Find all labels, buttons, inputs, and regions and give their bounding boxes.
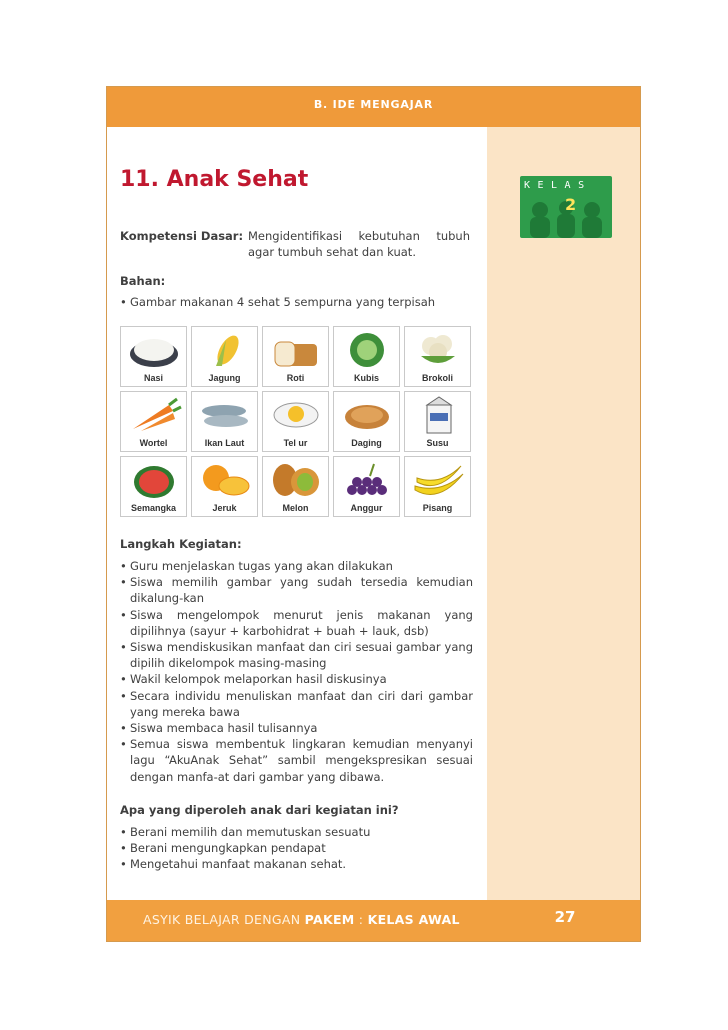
food-label: Anggur: [350, 503, 383, 513]
food-picture-grid: [120, 326, 471, 517]
footer-pakem: PAKEM: [304, 912, 355, 927]
food-card: [333, 326, 400, 387]
banana-icon: [411, 460, 466, 500]
grapes-icon: [340, 460, 395, 500]
list-item: • Mengetahui manfaat makanan sehat.: [120, 856, 473, 872]
melon-icon: [269, 460, 324, 500]
list-item: • Siswa mendiskusikan manfaat dan ciri sesuai gambar yang dipilih dikelompok masing-masing: [120, 639, 473, 671]
food-label: Jeruk: [212, 503, 237, 513]
footer-kelas: KELAS AWAL: [367, 912, 460, 927]
food-label: Brokoli: [421, 373, 453, 383]
rice-icon: [127, 330, 182, 370]
list-item: • Wakil kelompok melaporkan hasil diskusinya: [120, 671, 473, 687]
kelas-number: 2: [565, 195, 577, 214]
food-card: [120, 326, 187, 387]
food-card: [262, 391, 329, 452]
food-label: Melon: [282, 503, 309, 513]
food-label: Ikan Laut: [204, 438, 245, 448]
page-number: 27: [554, 908, 576, 926]
kelas-label: KELAS: [524, 180, 592, 191]
kelas-badge: [520, 176, 612, 238]
food-label: Wortel: [139, 438, 168, 448]
list-item: • Semua siswa membentuk lingkaran kemudian menyanyi lagu “AkuAnak Sehat” sambil mengekspresikan sesuai dengan manfa-at dari gambar yang dibawa.: [120, 736, 473, 785]
list-item: • Siswa memilih gambar yang sudah tersedia kemudian dikalung-kan: [120, 574, 473, 606]
food-label: Susu: [426, 438, 449, 448]
food-card: [191, 326, 258, 387]
hasil-label: Apa yang diperoleh anak dari kegiatan ini?: [120, 803, 399, 817]
food-label: Pisang: [422, 503, 453, 513]
food-card: [191, 456, 258, 517]
watermelon-icon: [127, 460, 182, 500]
egg-icon: [269, 395, 324, 435]
kompetensi-label: Kompetensi Dasar:: [120, 229, 244, 243]
food-label: Jagung: [208, 373, 241, 383]
list-item: • Siswa membaca hasil tulisannya: [120, 720, 473, 736]
list-item: • Guru menjelaskan tugas yang akan dilakukan: [120, 558, 473, 574]
food-card: [333, 391, 400, 452]
cabbage-icon: [340, 330, 395, 370]
corn-icon: [198, 330, 253, 370]
food-label: Nasi: [143, 373, 163, 383]
list-item: • Siswa mengelompok menurut jenis makanan yang dipilihnya (sayur + karbohidrat + buah + lauk, dsb): [120, 607, 473, 639]
carrot-icon: [127, 395, 182, 435]
milk-icon: [411, 395, 466, 435]
food-label: Roti: [286, 373, 305, 383]
footer-separator: :: [354, 912, 368, 927]
footer-title: [143, 912, 460, 927]
food-card: [262, 326, 329, 387]
food-label: Kubis: [353, 373, 379, 383]
page-title: 11. Anak Sehat: [120, 167, 309, 192]
meat-icon: [340, 395, 395, 435]
bahan-list: [120, 294, 473, 310]
food-card: [404, 326, 471, 387]
bread-icon: [269, 330, 324, 370]
kompetensi-text: Mengidentifikasi kebutuhan tubuh agar tumbuh sehat dan kuat.: [248, 229, 470, 259]
food-card: [120, 456, 187, 517]
food-card: [120, 391, 187, 452]
langkah-label: Langkah Kegiatan:: [120, 537, 242, 551]
list-item: • Berani mengungkapkan pendapat: [120, 840, 473, 856]
food-card: [262, 456, 329, 517]
food-label: Daging: [351, 438, 382, 448]
fish-icon: [198, 395, 253, 435]
food-card: [333, 456, 400, 517]
section-title: B. IDE MENGAJAR: [313, 98, 434, 111]
cauliflower-icon: [411, 330, 466, 370]
food-card: [404, 391, 471, 452]
hasil-list: [120, 824, 473, 873]
food-label: Semangka: [130, 503, 177, 513]
list-item: • Gambar makanan 4 sehat 5 sempurna yang terpisah: [120, 294, 473, 310]
food-card: [191, 391, 258, 452]
list-item: • Berani memilih dan memutuskan sesuatu: [120, 824, 473, 840]
orange-icon: [198, 460, 253, 500]
langkah-list: [120, 558, 473, 785]
food-card: [404, 456, 471, 517]
footer-prefix: ASYIK BELAJAR DENGAN: [143, 912, 305, 927]
bahan-label: Bahan:: [120, 274, 166, 288]
food-label: Tel ur: [283, 438, 308, 448]
list-item: • Secara individu menuliskan manfaat dan ciri dari gambar yang mereka bawa: [120, 688, 473, 720]
